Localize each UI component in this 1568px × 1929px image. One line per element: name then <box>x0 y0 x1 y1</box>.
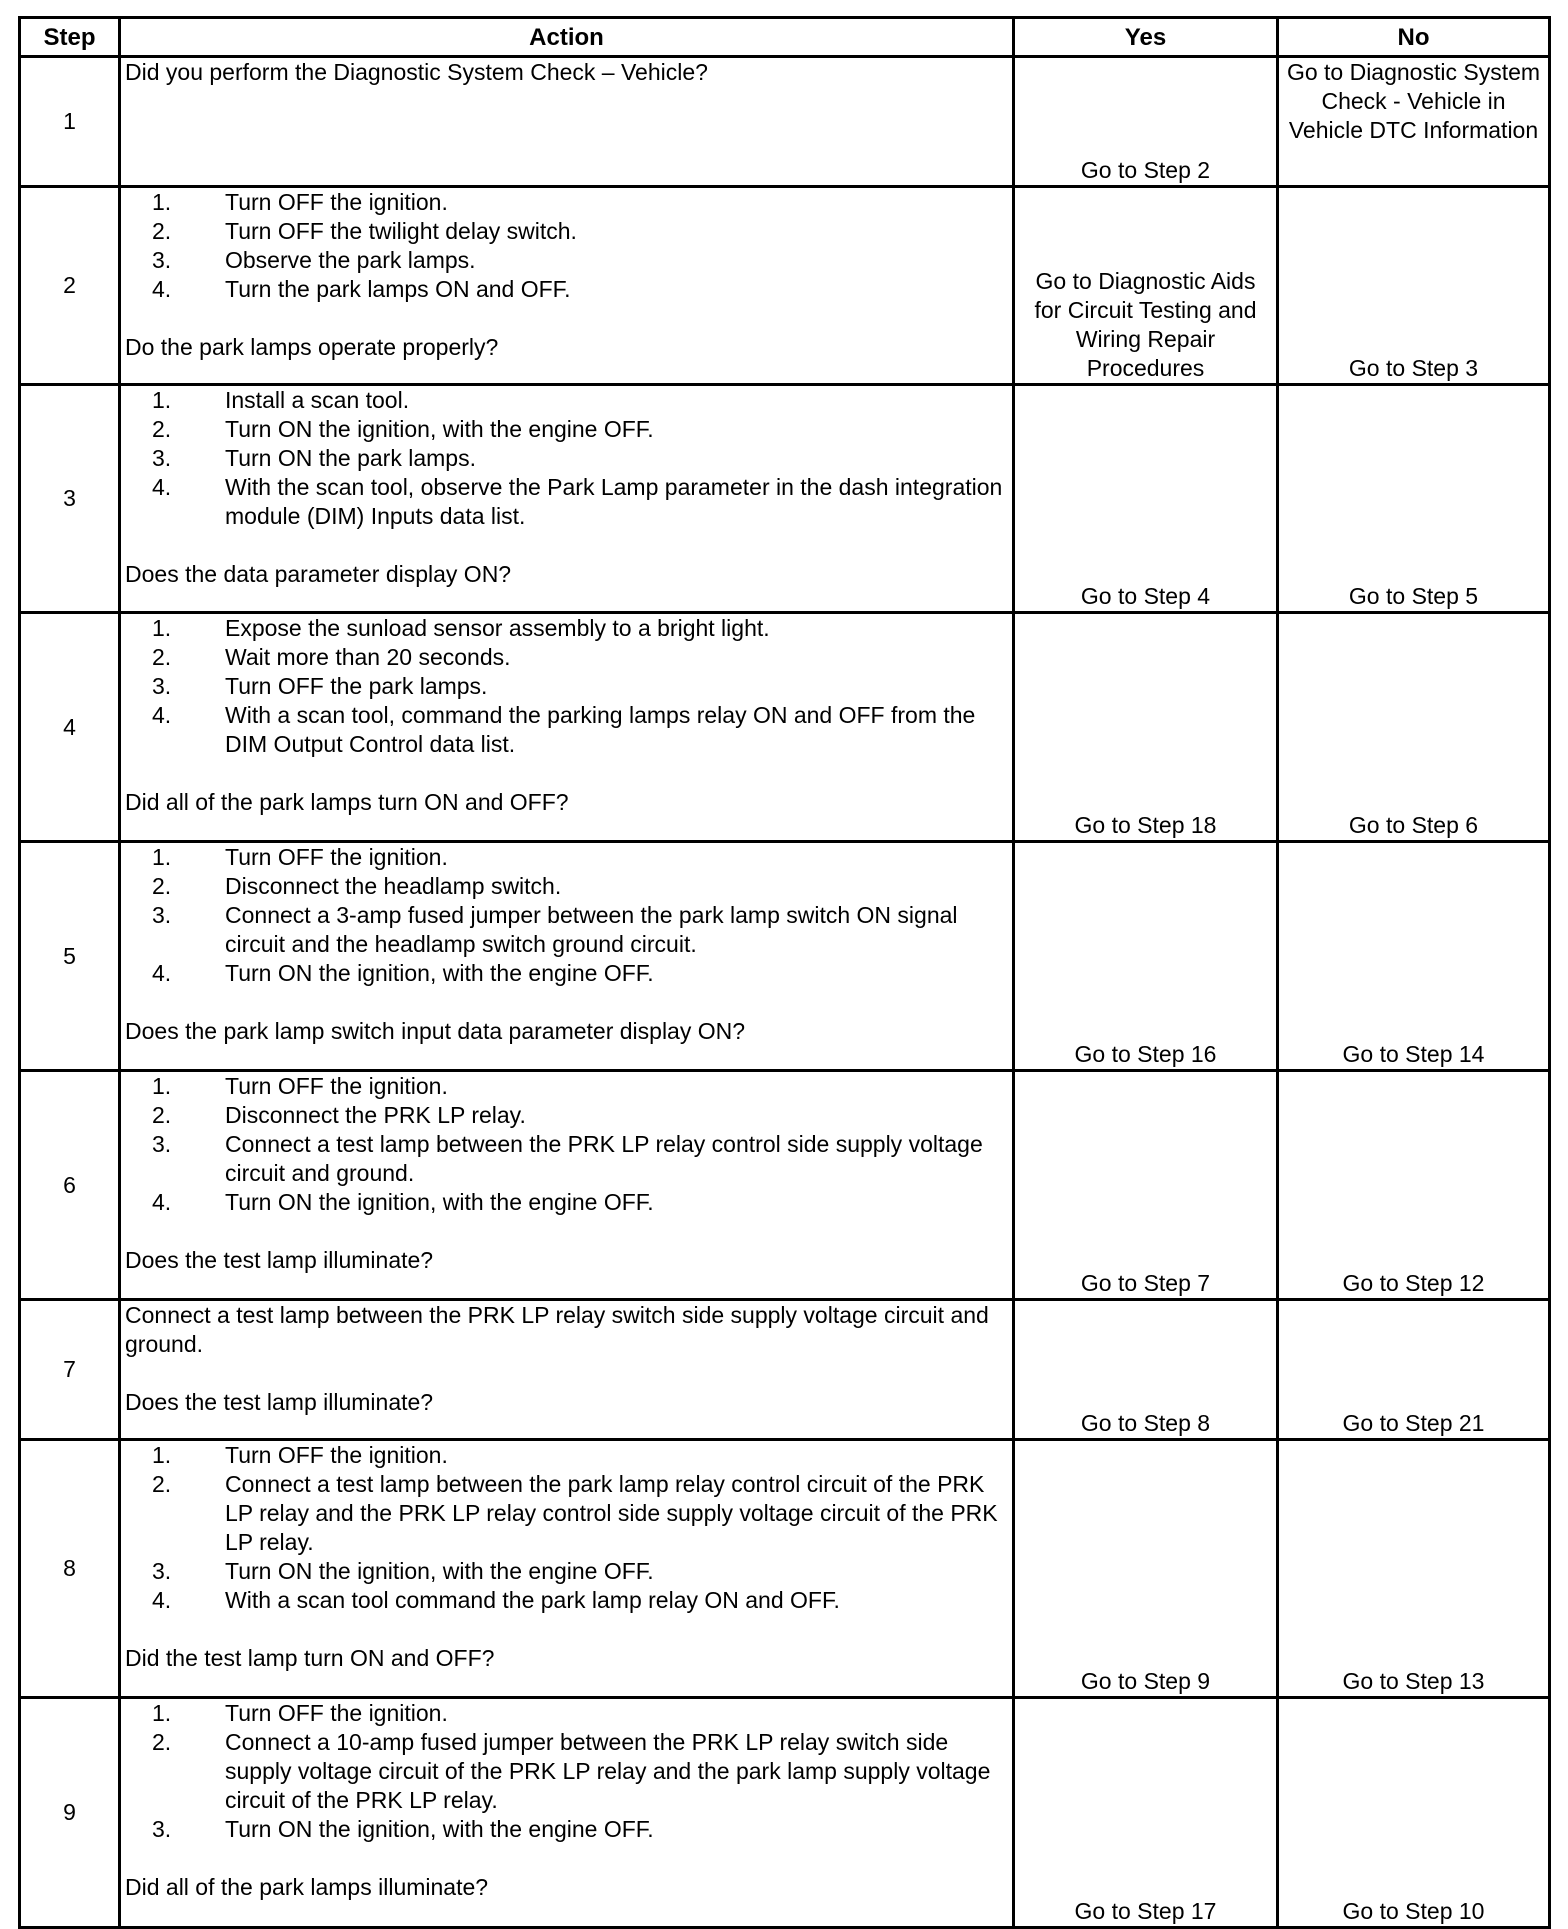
action-step-text: With the scan tool, observe the Park Lamp parameter in the dash integration module (DIM) Inputs data list. <box>225 474 1003 529</box>
action-step-item <box>152 217 1008 246</box>
no-outcome: Go to Step 21 <box>1278 1300 1550 1440</box>
table-row <box>20 1698 1550 1928</box>
action-step-item <box>152 901 1008 959</box>
no-outcome: Go to Step 3 <box>1278 187 1550 385</box>
action-step-text: Turn OFF the ignition. <box>225 1442 448 1468</box>
no-outcome: Go to Step 6 <box>1278 613 1550 842</box>
action-steps-list <box>125 1699 1008 1844</box>
action-step-number: 2. <box>152 1102 172 1128</box>
action-step-number: 2. <box>152 218 172 244</box>
action-cell <box>120 385 1014 613</box>
action-step-number: 4. <box>152 474 172 500</box>
header-yes: Yes <box>1014 18 1278 57</box>
action-steps-list <box>125 843 1008 988</box>
action-step-text: With a scan tool, command the parking lamps relay ON and OFF from the DIM Output Control data list. <box>225 702 976 757</box>
table-row <box>20 613 1550 842</box>
action-steps-list <box>125 1072 1008 1217</box>
action-step-text: Turn OFF the park lamps. <box>225 673 488 699</box>
table-row <box>20 1071 1550 1300</box>
action-cell <box>120 1071 1014 1300</box>
action-step-item <box>152 246 1008 275</box>
action-step-item <box>152 275 1008 304</box>
action-step-number: 2. <box>152 873 172 899</box>
action-step-number: 3. <box>152 247 172 273</box>
yes-outcome: Go to Step 16 <box>1014 842 1278 1071</box>
action-step-text: With a scan tool command the park lamp relay ON and OFF. <box>225 1587 840 1613</box>
action-cell <box>120 1440 1014 1698</box>
action-step-text: Expose the sunload sensor assembly to a bright light. <box>225 615 770 641</box>
action-step-number: 1. <box>152 189 172 215</box>
action-step-text: Turn OFF the ignition. <box>225 189 448 215</box>
action-step-number: 3. <box>152 673 172 699</box>
no-outcome: Go to Step 12 <box>1278 1071 1550 1300</box>
action-steps-list <box>125 614 1008 759</box>
yes-outcome: Go to Step 9 <box>1014 1440 1278 1698</box>
no-outcome: Go to Step 14 <box>1278 842 1550 1071</box>
table-row <box>20 842 1550 1071</box>
action-question: Does the data parameter display ON? <box>125 561 512 587</box>
action-step-item <box>152 188 1008 217</box>
action-step-number: 1. <box>152 1442 172 1468</box>
table-row <box>20 57 1550 187</box>
action-step-text: Turn ON the ignition, with the engine OFF. <box>225 416 654 442</box>
yes-outcome: Go to Diagnostic Aids for Circuit Testing and Wiring Repair Procedures <box>1014 187 1278 385</box>
step-number: 1 <box>20 57 120 187</box>
action-step-number: 4. <box>152 960 172 986</box>
action-step-item <box>152 959 1008 988</box>
action-question: Did all of the park lamps illuminate? <box>125 1874 489 1900</box>
action-cell <box>120 187 1014 385</box>
action-step-number: 1. <box>152 387 172 413</box>
yes-outcome: Go to Step 7 <box>1014 1071 1278 1300</box>
diagnostic-table-wrapper <box>18 16 1551 1929</box>
action-cell <box>120 57 1014 187</box>
action-step-item <box>152 1101 1008 1130</box>
action-step-number: 2. <box>152 1729 172 1755</box>
step-number: 2 <box>20 187 120 385</box>
action-step-item <box>152 415 1008 444</box>
action-step-text: Observe the park lamps. <box>225 247 476 273</box>
action-step-number: 3. <box>152 1131 172 1157</box>
action-steps-list <box>125 188 1008 304</box>
header-step: Step <box>20 18 120 57</box>
table-row <box>20 1440 1550 1698</box>
action-step-text: Turn OFF the ignition. <box>225 1073 448 1099</box>
action-step-number: 3. <box>152 902 172 928</box>
action-step-text: Connect a 10-amp fused jumper between the PRK LP relay switch side supply voltage circuit of the PRK LP relay and the park lamp supply voltage circuit of the PRK LP relay. <box>225 1729 991 1813</box>
action-step-item <box>152 1441 1008 1470</box>
action-step-text: Connect a test lamp between the PRK LP relay control side supply voltage circuit and ground. <box>225 1131 983 1186</box>
step-number: 3 <box>20 385 120 613</box>
action-step-text: Disconnect the headlamp switch. <box>225 873 562 899</box>
no-outcome: Go to Step 5 <box>1278 385 1550 613</box>
action-step-text: Connect a 3-amp fused jumper between the park lamp switch ON signal circuit and the headlamp switch ground circuit. <box>225 902 958 957</box>
action-cell <box>120 613 1014 842</box>
action-intro: Did you perform the Diagnostic System Check – Vehicle? <box>125 59 708 85</box>
action-step-text: Disconnect the PRK LP relay. <box>225 1102 526 1128</box>
action-step-text: Turn ON the ignition, with the engine OFF. <box>225 1558 654 1584</box>
step-number: 9 <box>20 1698 120 1928</box>
action-step-number: 4. <box>152 702 172 728</box>
table-row <box>20 385 1550 613</box>
table-body <box>20 57 1550 1928</box>
action-cell <box>120 1300 1014 1440</box>
action-step-item <box>152 1188 1008 1217</box>
yes-outcome: Go to Step 17 <box>1014 1698 1278 1928</box>
action-step-text: Connect a test lamp between the park lamp relay control circuit of the PRK LP relay and the PRK LP relay control side supply voltage circuit of the PRK LP relay. <box>225 1471 998 1555</box>
step-number: 4 <box>20 613 120 842</box>
action-step-text: Turn OFF the ignition. <box>225 844 448 870</box>
yes-outcome: Go to Step 18 <box>1014 613 1278 842</box>
action-step-item <box>152 1728 1008 1815</box>
header-action: Action <box>120 18 1014 57</box>
action-step-item <box>152 473 1008 531</box>
action-step-number: 3. <box>152 1816 172 1842</box>
header-no: No <box>1278 18 1550 57</box>
action-question: Does the test lamp illuminate? <box>125 1247 434 1273</box>
action-step-item <box>152 444 1008 473</box>
action-step-text: Turn ON the ignition, with the engine OFF. <box>225 960 654 986</box>
action-question: Did all of the park lamps turn ON and OFF? <box>125 789 569 815</box>
no-outcome: Go to Step 10 <box>1278 1698 1550 1928</box>
action-step-item <box>152 672 1008 701</box>
no-outcome: Go to Step 13 <box>1278 1440 1550 1698</box>
action-step-text: Install a scan tool. <box>225 387 410 413</box>
action-step-item <box>152 386 1008 415</box>
action-step-number: 2. <box>152 644 172 670</box>
action-step-number: 1. <box>152 615 172 641</box>
action-step-item <box>152 1557 1008 1586</box>
action-step-number: 2. <box>152 1471 172 1497</box>
diagnostic-table <box>18 16 1551 1929</box>
action-step-text: Turn the park lamps ON and OFF. <box>225 276 571 302</box>
action-question: Did the test lamp turn ON and OFF? <box>125 1645 495 1671</box>
step-number: 8 <box>20 1440 120 1698</box>
action-step-item <box>152 1815 1008 1844</box>
action-step-number: 3. <box>152 445 172 471</box>
action-step-item <box>152 1586 1008 1615</box>
action-step-item <box>152 1072 1008 1101</box>
step-number: 6 <box>20 1071 120 1300</box>
action-step-item <box>152 701 1008 759</box>
action-step-item <box>152 843 1008 872</box>
action-question: Do the park lamps operate properly? <box>125 334 499 360</box>
step-number: 7 <box>20 1300 120 1440</box>
action-step-number: 2. <box>152 416 172 442</box>
action-step-item <box>152 643 1008 672</box>
action-question: Does the park lamp switch input data parameter display ON? <box>125 1018 746 1044</box>
action-step-number: 1. <box>152 844 172 870</box>
action-step-text: Turn ON the ignition, with the engine OFF. <box>225 1189 654 1215</box>
action-cell <box>120 842 1014 1071</box>
table-row <box>20 187 1550 385</box>
action-step-text: Turn OFF the ignition. <box>225 1700 448 1726</box>
action-step-item <box>152 1130 1008 1188</box>
action-step-text: Turn ON the ignition, with the engine OFF. <box>225 1816 654 1842</box>
action-step-text: Wait more than 20 seconds. <box>225 644 511 670</box>
action-step-number: 1. <box>152 1073 172 1099</box>
action-step-item <box>152 1470 1008 1557</box>
action-step-text: Turn OFF the twilight delay switch. <box>225 218 577 244</box>
action-step-number: 3. <box>152 1558 172 1584</box>
action-step-number: 4. <box>152 1189 172 1215</box>
action-question: Does the test lamp illuminate? <box>125 1389 434 1415</box>
yes-outcome: Go to Step 8 <box>1014 1300 1278 1440</box>
action-steps-list <box>125 1441 1008 1615</box>
action-step-item <box>152 872 1008 901</box>
table-row <box>20 1300 1550 1440</box>
action-step-number: 4. <box>152 276 172 302</box>
action-step-number: 4. <box>152 1587 172 1613</box>
action-intro: Connect a test lamp between the PRK LP relay switch side supply voltage circuit and ground. <box>125 1302 989 1357</box>
yes-outcome: Go to Step 2 <box>1014 57 1278 187</box>
yes-outcome: Go to Step 4 <box>1014 385 1278 613</box>
action-step-text: Turn ON the park lamps. <box>225 445 476 471</box>
action-steps-list <box>125 386 1008 531</box>
step-number: 5 <box>20 842 120 1071</box>
no-outcome: Go to Diagnostic System Check - Vehicle in Vehicle DTC Information <box>1278 57 1550 187</box>
header-row <box>20 18 1550 57</box>
action-step-number: 1. <box>152 1700 172 1726</box>
action-step-item <box>152 614 1008 643</box>
action-step-item <box>152 1699 1008 1728</box>
action-cell <box>120 1698 1014 1928</box>
